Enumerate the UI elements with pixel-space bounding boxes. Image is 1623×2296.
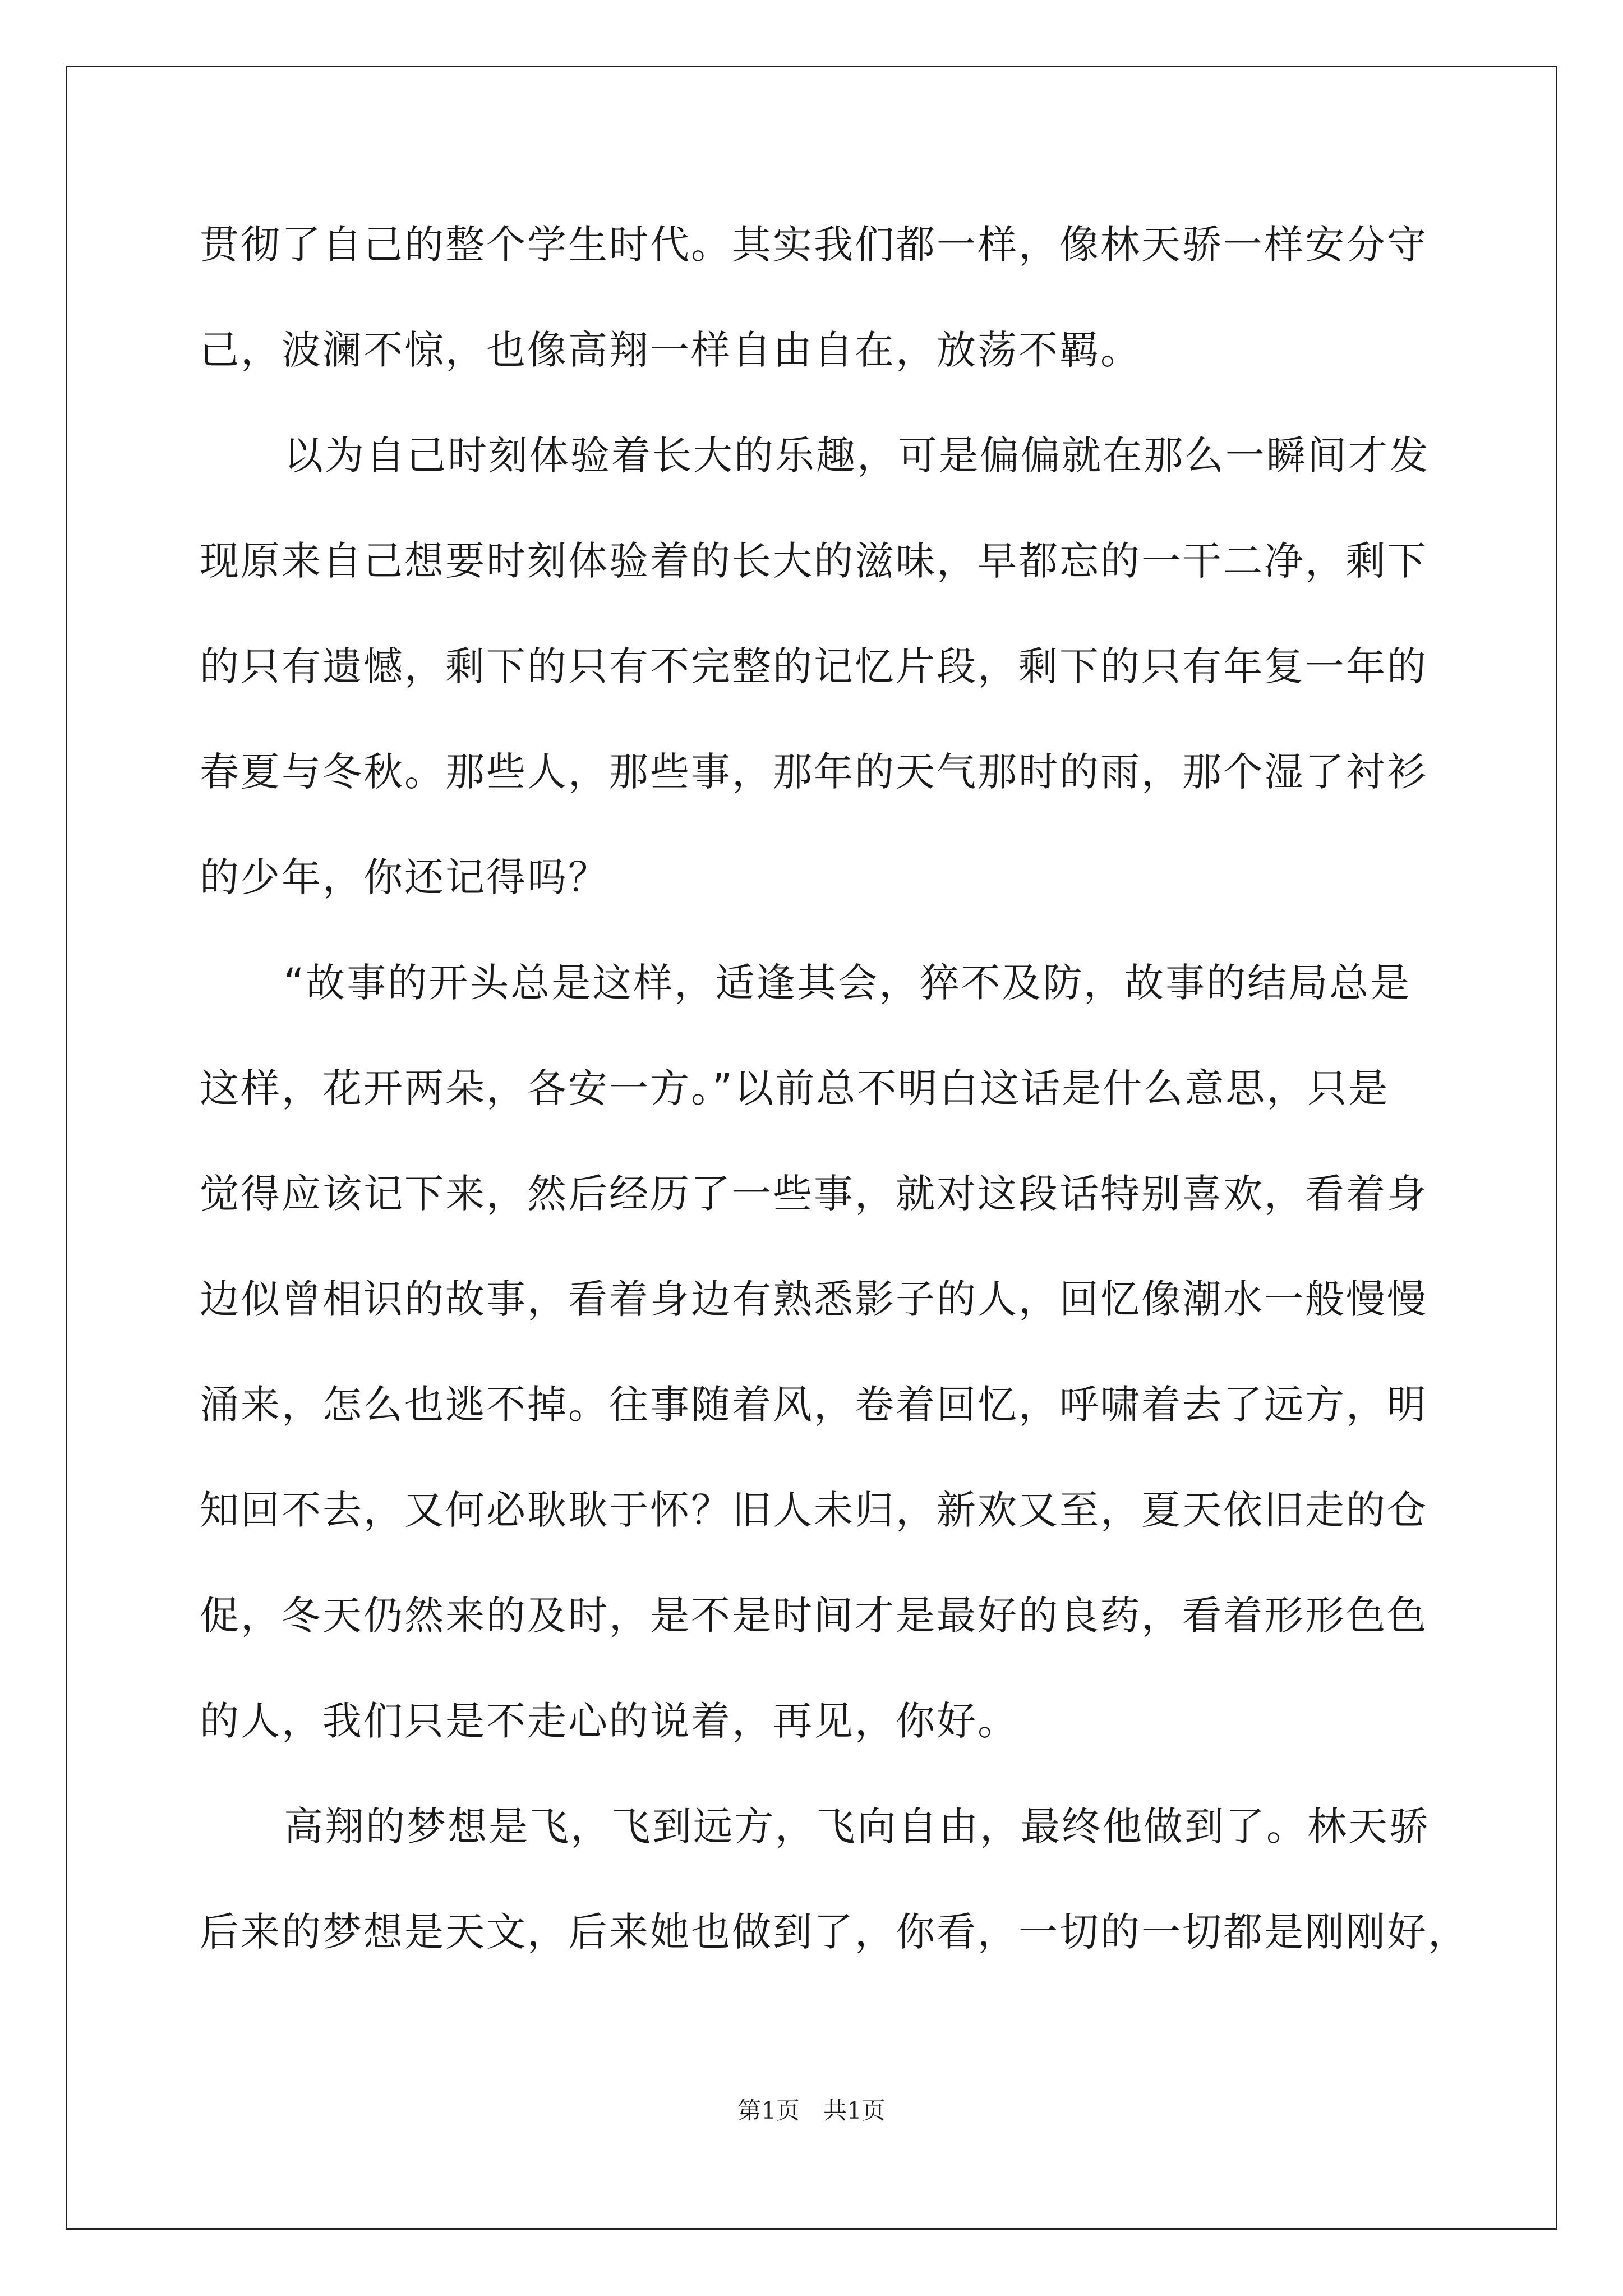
text-line: 以为自己时刻体验着长大的乐趣，可是偏偏就在那么一瞬间才发 <box>284 432 1430 478</box>
text-line: 贯彻了自己的整个学生时代。其实我们都一样，像林天骄一样安分守 <box>200 222 1428 268</box>
text-line: 觉得应该记下来，然后经历了一些事，就对这段话特别喜欢，看着身 <box>200 1171 1428 1217</box>
text-line: 己，波澜不惊，也像高翔一样自由自在，放荡不羁。 <box>200 327 1141 373</box>
text-line: 这样，花开两朵，各安一方。”以前总不明白这话是什么意思，只是 <box>200 1065 1390 1111</box>
text-line: 高翔的梦想是飞，飞到远方，飞向自由，最终他做到了。林天骄 <box>284 1803 1430 1849</box>
text-line: 涌来，怎么也逃不掉。往事随着风，卷着回忆，呼啸着去了远方，明 <box>200 1382 1428 1428</box>
text-line: 的只有遗憾，剩下的只有不完整的记忆片段，剩下的只有年复一年的 <box>200 643 1428 689</box>
page-footer: 第1页 共1页 <box>737 2097 886 2124</box>
text-line: “故事的开头总是这样，适逢其会，猝不及防，故事的结局总是 <box>284 960 1412 1006</box>
text-line: 现原来自己想要时刻体验着的长大的滋味，早都忘的一干二净，剩下 <box>200 538 1428 584</box>
text-line: 知回不去，又何必耿耿于怀？旧人未归，新欢又至，夏天依旧走的仓 <box>200 1487 1428 1533</box>
text-line: 后来的梦想是天文，后来她也做到了，你看，一切的一切都是刚刚好， <box>200 1909 1469 1955</box>
text-line: 春夏与冬秋。那些人，那些事，那年的天气那时的雨，那个湿了衬衫 <box>200 749 1428 795</box>
text-line: 的人，我们只是不走心的说着，再见，你好。 <box>200 1698 1018 1744</box>
text-line: 的少年，你还记得吗？ <box>200 854 609 900</box>
text-line: 促，冬天仍然来的及时，是不是时间才是最好的良药，看着形形色色 <box>200 1593 1428 1639</box>
text-line: 边似曾相识的故事，看着身边有熟悉影子的人，回忆像潮水一般慢慢 <box>200 1276 1428 1322</box>
